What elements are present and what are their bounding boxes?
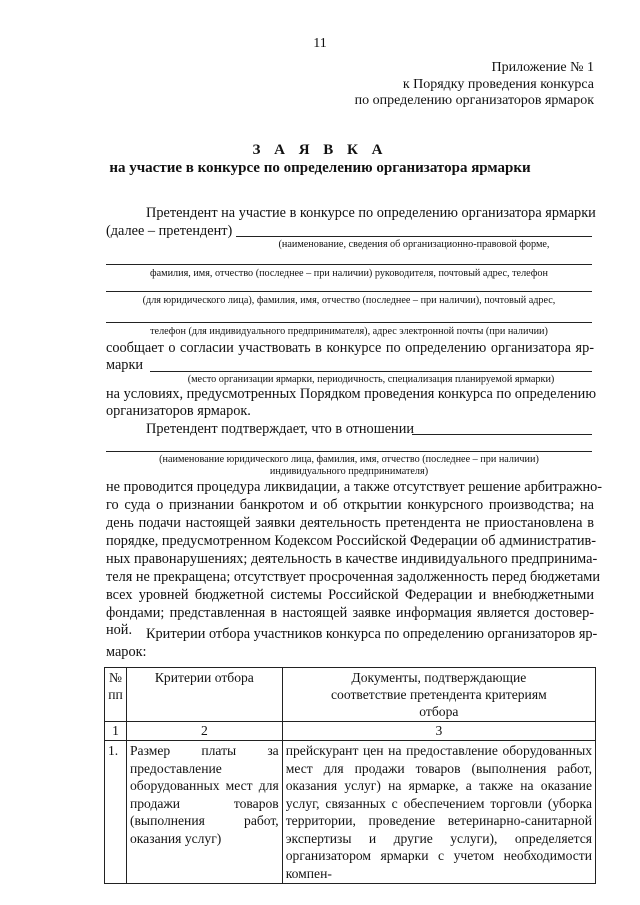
applicant-details-field-1[interactable] [106,264,592,265]
p4-line-1: Критерии отбора участников конкурса по определению организаторов яр- [146,626,598,642]
title-line-1: З А Я В К А [252,142,388,158]
header-criteria: Критерии отбора [126,668,282,722]
applicant-details-field-2[interactable] [106,291,592,292]
p1-line-2: (далее – претендент) [106,223,233,239]
caption-4: телефон (для индивидуального предпринимателя), адрес электронной почты (при наличии) [150,326,548,337]
p1-line-1: Претендент на участие в конкурсе по определению организатора ярмарки [146,205,596,221]
body-line: теля не прекращена; отсутствует просроченная задолженность перед бюджетами [106,569,600,585]
p4-line-2: марок: [106,644,147,660]
p2-line-1: сообщает о согласии участвовать в конкурсе по определению организатора яр- [106,340,594,356]
appendix-line-3: по определению организаторов ярмарок [354,93,594,108]
row-docs: прейскурант цен на предоставление оборудованных мест для продажи товаров (выполнения работ, оказания услуг) на ярмарке, а также на оказание услуг, связанных с обеспечением торговли (уборка территории, проведение ветеринарно-санитарной экспертизы и другие услуги), определяется организатором ярмарки с учетом необходимости компен- [282,741,595,884]
body-line: порядке, предусмотренном Кодексом Российской Федерации об административ- [106,533,596,549]
applicant-details-field-3[interactable] [106,322,592,323]
appendix-line-2: к Порядку проведения конкурса [402,76,594,92]
body-line: всех уровней бюджетной системы Российской Федерации и внебюджетными [106,587,594,603]
caption-3: (для юридического лица), фамилия, имя, отчество (последнее – при наличии), почтовый адрес, [142,295,556,306]
caption-2: фамилия, имя, отчество (последнее – при наличии) руководителя, почтовый адрес, телефон [150,268,548,279]
criteria-table [104,667,596,884]
body-line: го суда о признании банкротом и об открытии конкурсного производства; на [106,497,594,513]
document-title [0,141,640,177]
row-criteria: Размер платы за предоставление оборудованных мест для продажи товаров (выполнения работ, оказания услуг) [126,741,282,884]
body-line: день подачи настоящей заявки деятельность претендента не приостановлена в [106,515,594,531]
caption-1: (наименование, сведения об организационно-правовой форме, [278,239,550,250]
title-line-2: на участие в конкурсе по определению организатора ярмарки [109,160,531,176]
table-header-row [105,668,596,722]
numbering-cell: 3 [282,722,595,741]
header-num: № пп [105,668,127,722]
header-docs: Документы, подтверждающие соответствие претендента критериям отбора [282,668,595,722]
body-line: фондами; представленная в настоящей заявке информация является достовер- [106,605,594,621]
applicant-name-field[interactable] [236,236,592,237]
p3-line-1: Претендент подтверждает, что в отношении [146,421,415,437]
entity-name-field-2[interactable] [106,451,592,452]
caption-5: (место организации ярмарки, периодичность, специализация планируемой ярмарки) [187,374,555,385]
caption-7: индивидуального предпринимателя) [269,466,429,477]
body-line: ных правонарушениях; деятельность в качестве индивидуального предпринима- [106,551,598,567]
body-line: ной. [106,622,133,638]
appendix-line-1: Приложение № 1 [491,60,594,75]
numbering-cell: 2 [126,722,282,741]
row-num: 1. [105,741,127,884]
p2-line-4: организаторов ярмарок. [106,403,251,419]
page-number: 11 [313,36,327,51]
numbering-cell: 1 [105,722,127,741]
entity-name-field-1[interactable] [412,434,592,435]
caption-6: (наименование юридического лица, фамилия, имя, отчество (последнее – при наличии) [159,454,539,465]
fair-location-field[interactable] [150,371,592,372]
p2-line-3: на условиях, предусмотренных Порядком проведения конкурса по определению [106,386,596,402]
body-line: не проводится процедура ликвидации, а также отсутствует решение арбитражно- [106,479,603,495]
appendix-header [355,60,594,110]
table-numbering-row [105,722,596,741]
p2-line-2: марки [106,357,144,373]
table-row [105,741,596,884]
